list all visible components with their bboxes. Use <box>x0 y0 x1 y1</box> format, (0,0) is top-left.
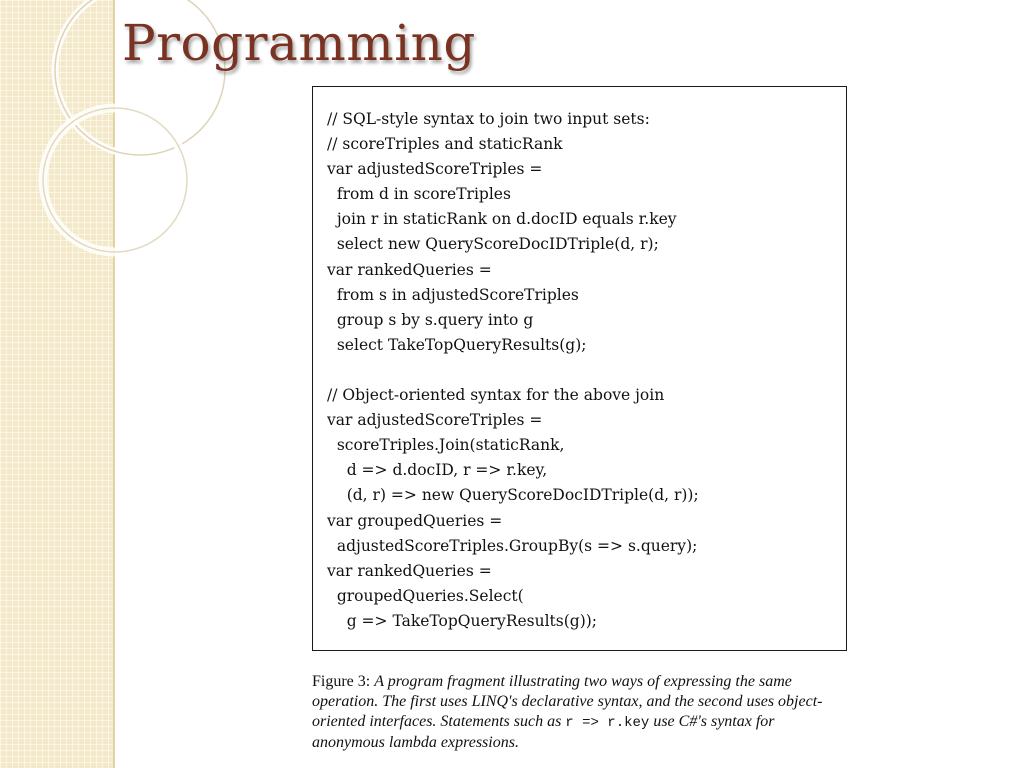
code-line: d => d.docID, r => r.key, <box>327 461 548 480</box>
figure-caption <box>312 672 847 753</box>
caption-label: Figure 3: <box>312 673 371 690</box>
code-line: // scoreTriples and staticRank <box>327 135 563 154</box>
caption-code-snippet: r => r.key <box>565 715 650 731</box>
code-line: adjustedScoreTriples.GroupBy(s => s.query); <box>327 536 698 555</box>
code-line: (d, r) => new QueryScoreDocIDTriple(d, r)); <box>327 486 699 505</box>
code-line: // Object-oriented syntax for the above join <box>327 386 665 405</box>
slide-title: Programming <box>122 14 476 72</box>
code-line: group s by s.query into g <box>327 310 534 329</box>
code-line: var rankedQueries = <box>327 260 492 279</box>
code-figure <box>312 86 847 651</box>
code-line: var adjustedScoreTriples = <box>327 160 543 179</box>
code-line: var rankedQueries = <box>327 561 492 580</box>
code-line: from s in adjustedScoreTriples <box>327 285 579 304</box>
caption-text-end: use C#'s syntax for anonymous lambda expressions. <box>312 713 775 751</box>
code-line: select TakeTopQueryResults(g); <box>327 335 587 354</box>
decorative-sidebar <box>0 0 113 768</box>
code-line: join r in staticRank on d.docID equals r.key <box>327 210 677 229</box>
code-line: // SQL-style syntax to join two input sets: <box>327 110 650 128</box>
code-line: from d in scoreTriples <box>327 185 511 204</box>
code-line: scoreTriples.Join(staticRank, <box>327 436 565 455</box>
code-line: select new QueryScoreDocIDTriple(d, r); <box>327 235 659 254</box>
code-line: g => TakeTopQueryResults(g)); <box>327 611 598 630</box>
code-line: var adjustedScoreTriples = <box>327 411 543 430</box>
code-line: var groupedQueries = <box>327 511 503 530</box>
sidebar-border <box>113 0 115 768</box>
caption-text: A program fragment illustrating two ways of expressing the same operation. The first uses LINQ's declarative syntax, and the second uses object-oriented interfaces. Statements such as <box>312 673 823 730</box>
code-line-blank <box>327 358 846 383</box>
code-line: groupedQueries.Select( <box>327 586 524 605</box>
